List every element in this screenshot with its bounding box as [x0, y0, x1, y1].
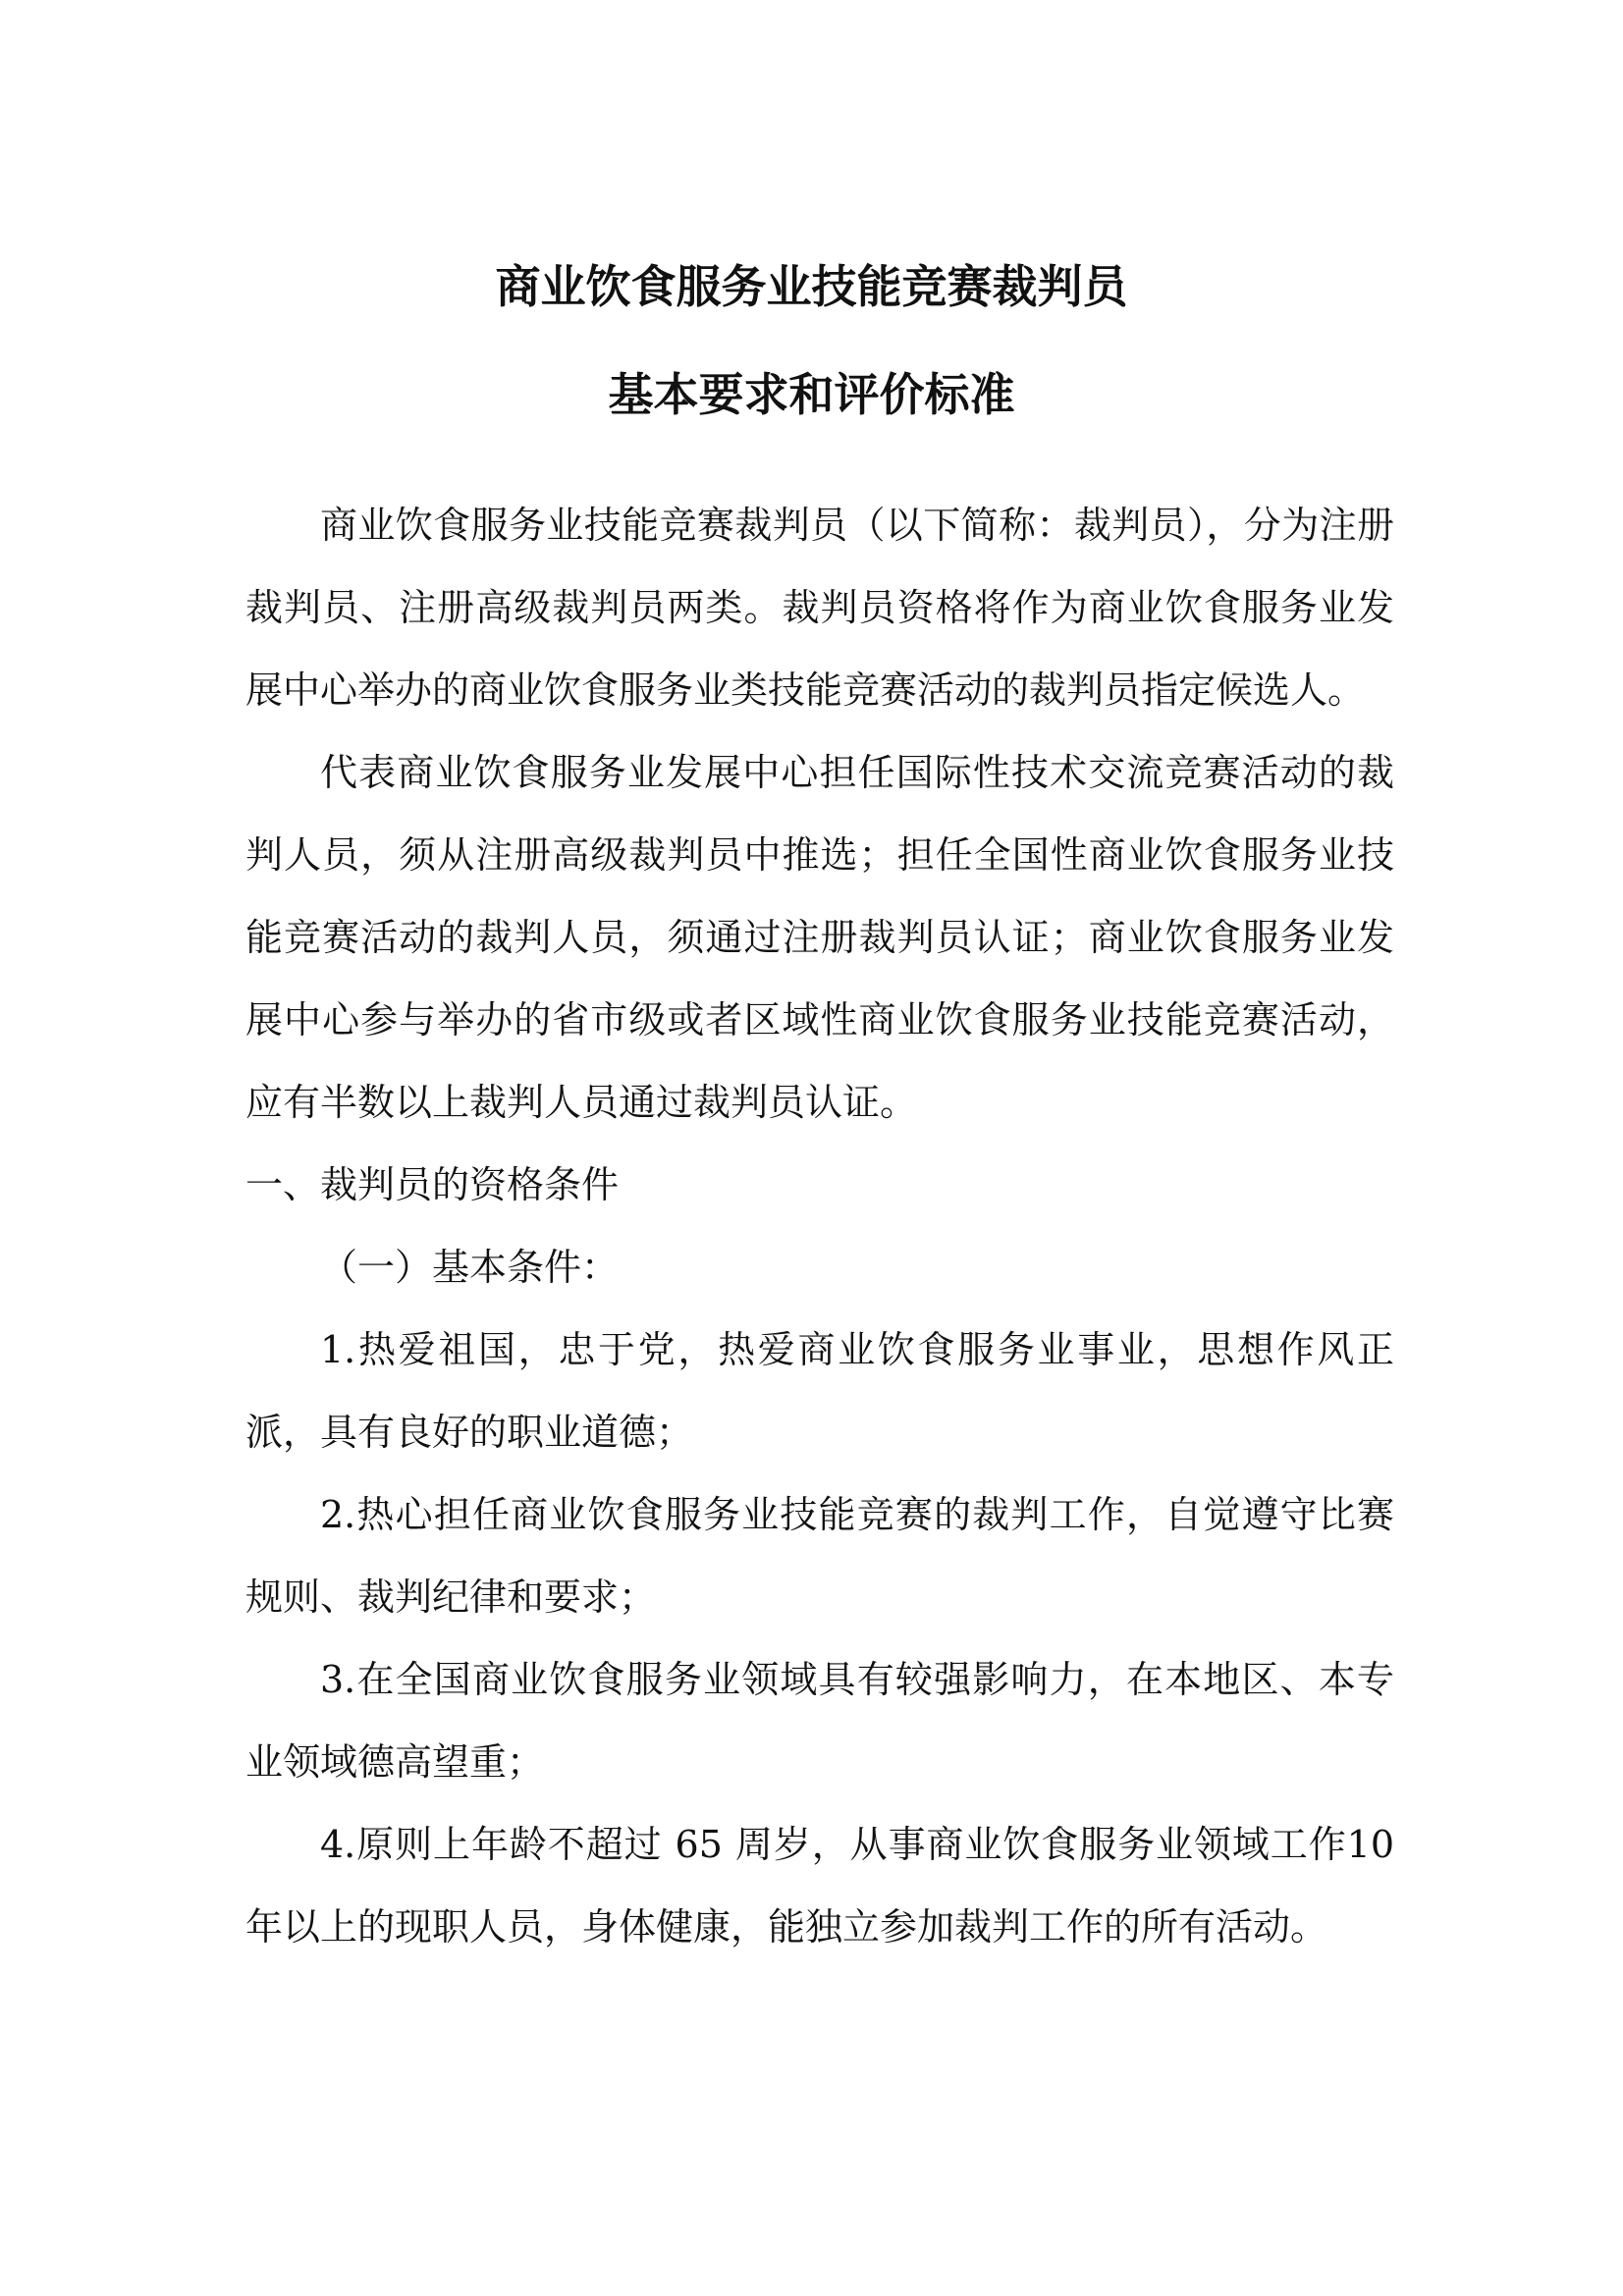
paragraph-referee-selection: 代表商业饮食服务业发展中心担任国际性技术交流竞赛活动的裁判人员，须从注册高级裁判员中推选；担任全国性商业饮食服务业技能竞赛活动的裁判人员，须通过注册裁判员认证；商业饮食服务业发展中心参与举办的省市级或者区域性商业饮食服务业技能竞赛活动，应有半数以上裁判人员通过裁判员认证。: [245, 751, 1394, 1124]
list-item-1: 1.热爱祖国，忠于党，热爱商业饮食服务业事业，思想作风正派，具有良好的职业道德；: [245, 1328, 1394, 1454]
section-heading: 一、裁判员的资格条件: [245, 1163, 620, 1206]
list-item-3: 3.在全国商业饮食服务业领域具有较强影响力，在本地区、本专业领域德高望重；: [245, 1658, 1394, 1784]
document-body: [245, 484, 1394, 1968]
sub-heading: （一）基本条件：: [320, 1246, 620, 1289]
document-title-line-1: 商业饮食服务业技能竞赛裁判员: [495, 260, 1128, 313]
paragraph-intro: 商业饮食服务业技能竞赛裁判员（以下简称：裁判员），分为注册裁判员、注册高级裁判员两类。裁判员资格将作为商业饮食服务业发展中心举办的商业饮食服务业类技能竞赛活动的裁判员指定候选人。: [245, 504, 1394, 712]
list-item-4: 4.原则上年龄不超过 65 周岁，从事商业饮食服务业领域工作10年以上的现职人员，身体健康，能独立参加裁判工作的所有活动。: [245, 1823, 1394, 1949]
document-title-line-2: 基本要求和评价标准: [608, 368, 1015, 421]
list-item-2: 2.热心担任商业饮食服务业技能竞赛的裁判工作，自觉遵守比赛规则、裁判纪律和要求；: [245, 1493, 1394, 1619]
